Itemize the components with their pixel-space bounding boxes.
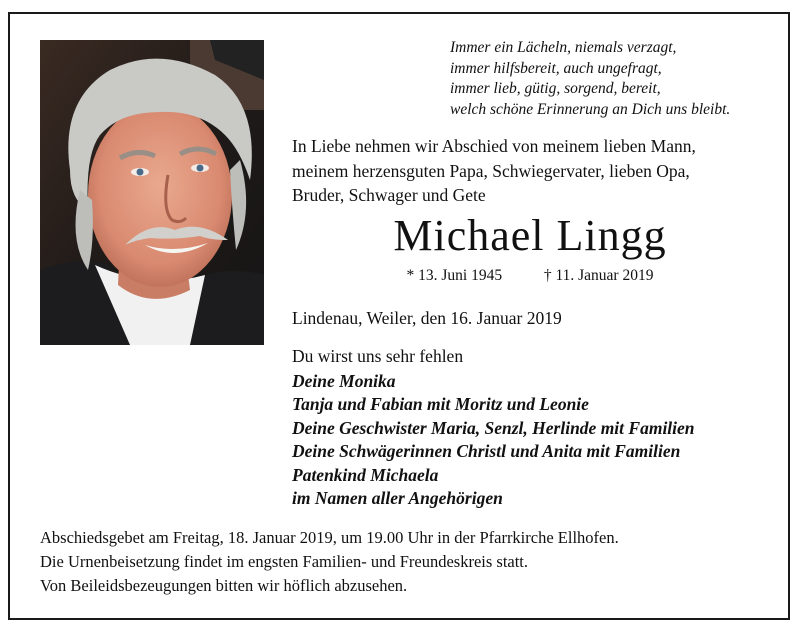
miss-line: Du wirst uns sehr fehlen [292, 346, 464, 366]
death-date: † 11. Januar 2019 [543, 267, 654, 284]
mourner-line: Patenkind Michaela [292, 464, 439, 485]
mourner-line: Deine Monika [292, 371, 396, 391]
poem-line: immer lieb, gütig, sorgend, bereit, [450, 80, 661, 97]
footer-line: Die Urnenbeisetzung findet im engsten Familien- und Freundeskreis statt. [40, 552, 529, 571]
intro-line: In Liebe nehmen wir Abschied von meinem lieben Mann, [292, 136, 696, 156]
poem-line: immer hilfsbereit, auch ungefragt, [450, 59, 662, 77]
mourner-line: im Namen aller Angehörigen [292, 488, 503, 509]
poem [450, 38, 780, 120]
deceased-name: Michael Lingg [393, 211, 667, 260]
footer-info [40, 526, 780, 598]
portrait-photo [40, 40, 264, 345]
footer-line: Abschiedsgebet am Freitag, 18. Januar 2019, um 19.00 Uhr in der Pfarrkirche Ellhofen. [40, 528, 619, 547]
mourners-list [292, 370, 772, 510]
mourner-line: Tanja und Fabian mit Moritz und Leonie [292, 394, 589, 415]
intro-text [292, 134, 772, 208]
mourner-line: Deine Schwägerinnen Christl und Anita mit Familien [292, 441, 681, 462]
birth-date: * 13. Juni 1945 [406, 267, 503, 284]
poem-line: welch schöne Erinnerung an Dich uns bleibt. [450, 100, 731, 118]
poem-line: Immer ein Lächeln, niemals verzagt, [450, 39, 677, 56]
intro-line: Bruder, Schwager und Gete [292, 185, 486, 205]
place-date: Lindenau, Weiler, den 16. Januar 2019 [292, 308, 562, 328]
life-dates [292, 266, 768, 286]
footer-line: Von Beileidsbezeugungen bitten wir höflich abzusehen. [40, 576, 408, 595]
intro-line: meinem herzensguten Papa, Schwiegervater, lieben Opa, [292, 160, 690, 181]
mourner-line: Deine Geschwister Maria, Senzl, Herlinde mit Familien [292, 417, 695, 438]
